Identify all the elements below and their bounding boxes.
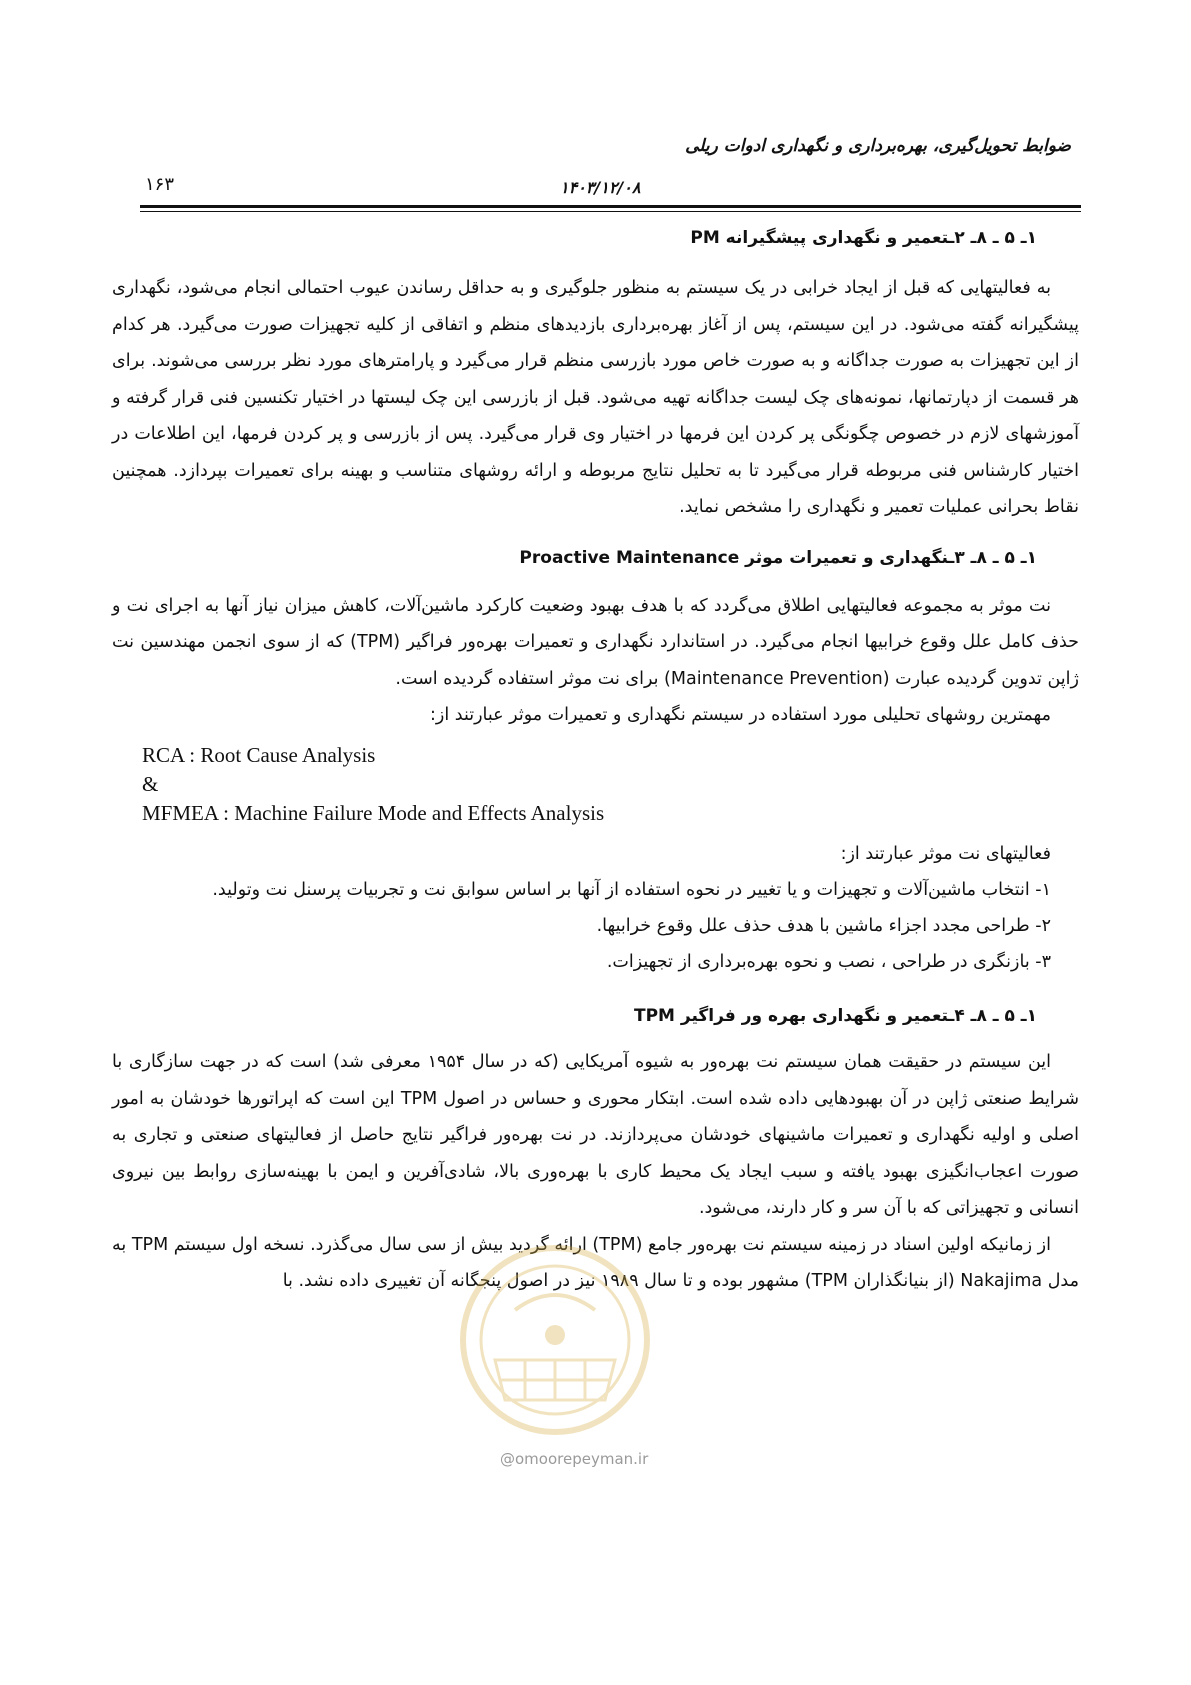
section-paragraph-proactive (112, 588, 1079, 698)
section-heading-proactive: ۱ـ ۵ ـ ۸ـ ۳ـنگهداری و تعمیرات موثر Proactive Maintenance (519, 547, 1037, 568)
activities-intro: فعالیتهای نت موثر عبارتند از: (840, 844, 1051, 864)
methods-intro: مهمترین روشهای تحلیلی مورد استفاده در سیستم نگهداری و تعمیرات موثر عبارتند از: (429, 705, 1051, 725)
section-paragraph-tpm-1 (112, 1044, 1079, 1227)
section-paragraph-pm (112, 270, 1079, 526)
method-item: MFMEA : Machine Failure Mode and Effects Analysis (142, 801, 605, 825)
watermark-seal-icon (455, 1240, 655, 1440)
watermark-text: @omoorepeyman.ir (500, 1450, 649, 1468)
header-title: ضوابط تحویل‌گیری، بهره‌برداری و نگهداری ادوات ریلی (685, 136, 1071, 156)
paragraph-text: به فعالیتهایی که قبل از ایجاد خرابی در یک سیستم به منظور جلوگیری و به حداقل رساندن عیوب احتمالی انجام می‌شود، نگهداری پیشگیرانه گفته می‌شود. در این سیستم، پس از آغاز بهره‌برداری بازدیدهای منظم و اتفاقی از کلیه تجهیزات صورت می‌گیرد. هر کدام از این تجهیزات به صورت جداگانه و به صورت خاص مورد بازرسی منظم قرار می‌گیرد و پارامترهای مورد نظر بررسی می‌شوند. برای هر قسمت از دپارتمانها، نمونه‌های چک لیست جداگانه تهیه می‌شود. قبل از بازرسی این چک لیستها در اختیار تکنسین فنی قرار گرفته و آموزشهای لازم در خصوص چگونگی پر کردن این فرمها در اختیار وی قرار می‌گیرد. پس از بازرسی و پر کردن فرمها، این اطلاعات در اختیار کارشناس فنی مربوطه قرار می‌گیرد تا به تحلیل نتایج مربوطه و ارائه روشهای متناسب و بهینه برای تعمیرات بپردازد. همچنین نقاط بحرانی عملیات تعمیر و نگهداری را مشخص نماید. (112, 278, 1079, 517)
method-item: & (142, 772, 159, 796)
activity-item: ۱- انتخاب ماشین‌آلات و تجهیزات و یا تغییر در نحوه استفاده از آنها بر اساس سوابق نت و تجربیات پرسنل نت وتولید. (212, 880, 1051, 900)
activity-item: ۲- طراحی مجدد اجزاء ماشین با هدف حذف علل وقوع خرابیها. (596, 916, 1051, 936)
activity-item: ۳- بازنگری در طراحی ، نصب و نحوه بهره‌برداری از تجهیزات. (606, 952, 1051, 972)
section-heading-pm: ۱ـ ۵ ـ ۸ـ ۲ـتعمیر و نگهداری پیشگیرانه PM (690, 228, 1037, 248)
page-number: ۱۶۳ (145, 174, 175, 195)
paragraph-text: نت موثر به مجموعه فعالیتهایی اطلاق می‌گردد که با هدف بهبود وضعیت کارکرد ماشین‌آلات، کاهش میزان نیاز آنها به اجرای نت و حذف کامل علل وقوع خرابیها انجام می‌گیرد. در استاندارد نگهداری و تعمیرات بهره‌ور فراگیر (TPM) که از سوی انجمن مهندسین نت ژاپن تدوین گردیده عبارت (Maintenance Prevention) برای نت موثر استفاده گردیده است. (112, 595, 1079, 689)
method-item: RCA : Root Cause Analysis (142, 743, 376, 767)
paragraph-text: این سیستم در حقیقت همان سیستم نت بهره‌ور به شیوه آمریکایی (که در سال ۱۹۵۴ معرفی شد) است که در جهت سازگاری با شرایط صنعتی ژاپن در آن بهبودهایی داده شده است. ابتکار محوری و حساس در اصول TPM این است که اپراتورها خودشان به امور اصلی و اولیه نگهداری و تعمیرات ماشینهای خودشان می‌پردازند. در نت بهره‌ور فراگیر نتایج حاصل از فعالیتهای صنعتی و تجاری به صورت اعجاب‌انگیزی بهبود یافته و سبب ایجاد یک محیط کاری با بهره‌وری بالا، شادی‌آفرین و ایمن با بهینه‌سازی روابط بین نیروی انسانی و تجهیزاتی که با آن سر و کار دارند، می‌شود. (112, 1052, 1079, 1218)
document-body (112, 222, 1079, 1300)
paragraph-text: از زمانیکه اولین اسناد در زمینه سیستم نت بهره‌ور جامع (TPM) ارائه گردید بیش از سی سال می‌گذرد. نسخه اول سیستم TPM به مدل Nakajima (از بنیانگذاران TPM) مشهور بوده و تا سال ۱۹۸۹ نیز در اصول پنجگانه آن تغییری داده نشد. با (112, 1234, 1079, 1291)
methods-list (112, 741, 1079, 828)
section-heading-tpm: ۱ـ ۵ ـ ۸ـ ۴ـتعمیر و نگهداری بهره ور فراگیر TPM (633, 1006, 1037, 1026)
header-rule-thick (140, 205, 1081, 208)
header-date: ۱۴۰۳/۱۲/۰۸ (560, 178, 641, 197)
header-rule-thin (140, 211, 1081, 212)
